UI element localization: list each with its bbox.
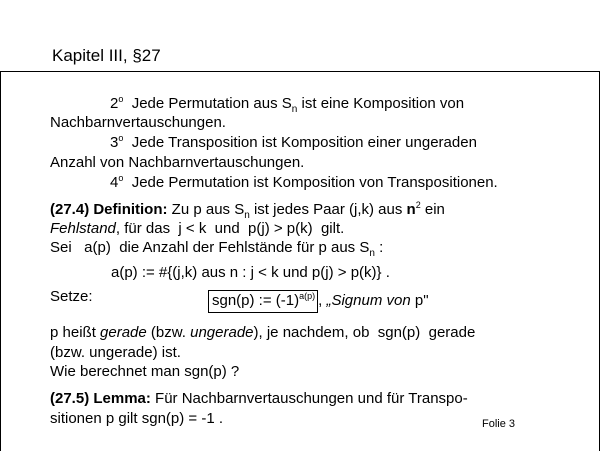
lemma-line-1 — [50, 390, 468, 408]
signum-line — [208, 290, 429, 313]
definition-text: Sei a(p) die Anzahl der Fehlstände für p aus S — [50, 239, 370, 256]
item-text: Jede Permutation aus S — [123, 95, 292, 112]
definition-text: ein — [420, 201, 445, 218]
superscript: a(p) — [299, 291, 316, 301]
subscript: n — [291, 104, 298, 115]
parity-text: (bzw. — [146, 324, 191, 341]
definition-line-1 — [50, 201, 445, 219]
superscript: 2 — [415, 200, 421, 210]
item-number: 2 — [110, 95, 119, 112]
ordinal-marker: o — [118, 94, 124, 104]
comma: , — [318, 292, 327, 309]
item-text: ist eine Komposition von — [297, 95, 465, 112]
parity-line-1 — [50, 324, 475, 342]
item-2-line — [110, 95, 464, 113]
definition-text: : — [374, 239, 384, 256]
signum-box — [208, 290, 318, 313]
definition-text: , für das j < k und p(j) > p(k) gilt. — [115, 220, 345, 237]
definition-line-3 — [50, 239, 383, 257]
signum-formula: sgn(p) := (-1) — [212, 292, 300, 309]
term-ungerade: ungerade — [190, 324, 254, 341]
definition-text: ist jedes Paar (j,k) aus — [249, 201, 407, 218]
term-fehlstand: Fehlstand — [50, 220, 116, 237]
parity-text: p heißt — [50, 324, 101, 341]
ordinal-marker: o — [118, 133, 124, 143]
subscript: n — [244, 210, 250, 221]
definition-text: Zu p aus S — [167, 201, 245, 218]
item-4-line — [110, 174, 498, 192]
slide-number: Folie 3 — [482, 418, 516, 430]
lemma-text: Für Nachbarnvertauschungen und für Transpo- — [150, 390, 468, 407]
bold-n: n — [406, 201, 416, 218]
lemma-label: (27.5) Lemma: — [50, 390, 151, 407]
item-number: 4 — [110, 174, 119, 191]
item-2-continuation: Nachbarnvertauschungen. — [50, 114, 226, 131]
formula-a-p: a(p) := #{(j,k) aus n : j < k und p(j) > p(k)} . — [111, 264, 390, 281]
parity-line-2: (bzw. ungerade) ist. — [50, 344, 181, 361]
signum-name: „Signum von — [326, 292, 411, 309]
setze-label: Setze: — [50, 288, 93, 305]
subscript: n — [369, 248, 375, 259]
parity-text: ), je nachdem, ob sgn(p) gerade — [253, 324, 476, 341]
item-text: Jede Permutation ist Komposition von Transpositionen. — [123, 174, 498, 191]
definition-label: (27.4) Definition: — [50, 201, 168, 218]
term-gerade: gerade — [100, 324, 147, 341]
lemma-line-2: sitionen p gilt sgn(p) = -1 . — [50, 410, 224, 427]
item-number: 3 — [110, 134, 119, 151]
signum-name-end: p" — [410, 292, 429, 309]
question-line: Wie berechnet man sgn(p) ? — [50, 363, 240, 380]
item-3-line — [110, 134, 477, 152]
definition-line-2 — [50, 220, 344, 238]
slide-title: Kapitel III, §27 — [52, 46, 161, 65]
item-text: Jede Transposition ist Komposition einer ungeraden — [123, 134, 477, 151]
ordinal-marker: o — [118, 173, 124, 183]
item-3-continuation: Anzahl von Nachbarnvertauschungen. — [50, 154, 305, 171]
